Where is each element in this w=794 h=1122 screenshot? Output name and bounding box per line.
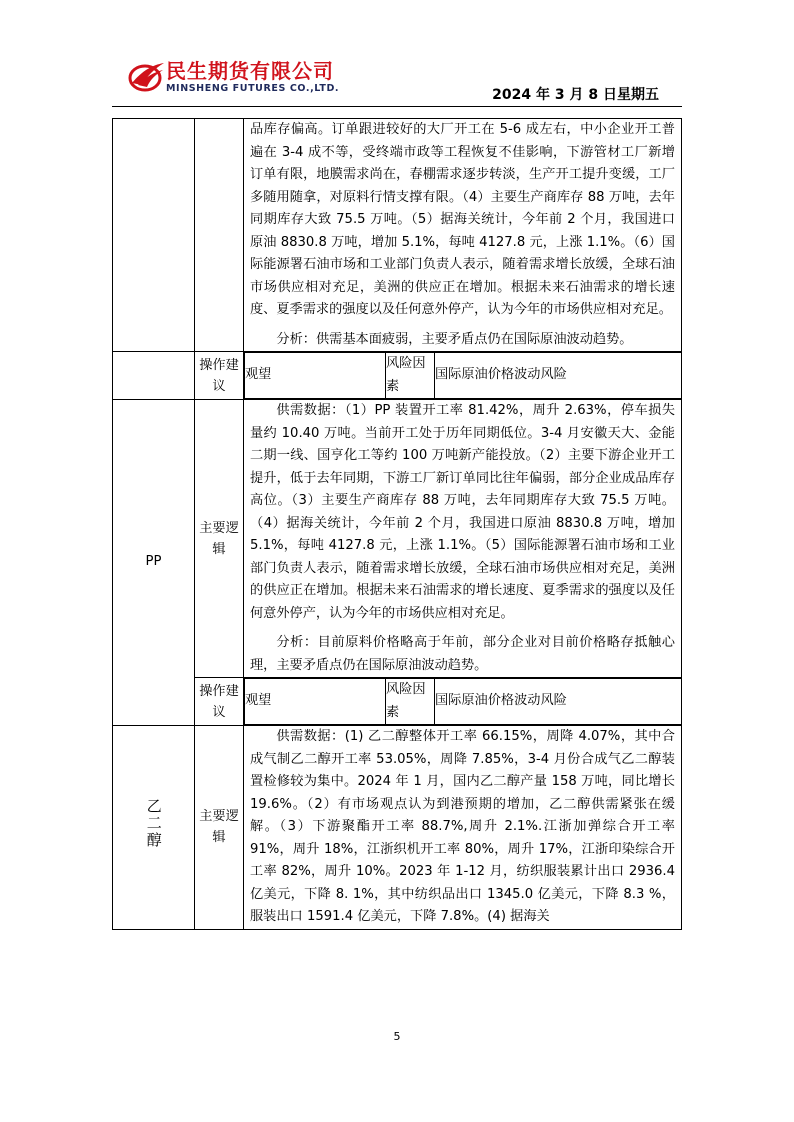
table-row (113, 352, 682, 400)
table-row (113, 678, 682, 726)
commodity-table (112, 118, 682, 930)
risk-label: 风险因素 (386, 679, 435, 725)
logic-label: 主要逻辑 (195, 400, 244, 678)
operation-risk-cell (244, 352, 682, 400)
header-divider (112, 106, 682, 107)
table-row (113, 400, 682, 678)
risk-value: 国际原油价格波动风险 (435, 353, 682, 399)
company-name-cn: 民生期货有限公司 (166, 59, 334, 83)
operation-value: 观望 (245, 679, 386, 725)
operation-label: 操作建议 (195, 352, 244, 400)
supply-demand-text: 供需数据：(1) 乙二醇整体开工率 66.15%，周降 4.07%，其中合成气制乙二醇开工率 53.05%，周降 7.85%，3-4 月份合成气乙二醇装置检修较为集中。2024 年 1 月，国内乙二醇产量 158 万吨，同比增长 19.6%。（2）有市场观点认为到港预期的增加，乙二醇供需紧张在缓解。（3）下游聚酯开工率 88.7%,周升 2.1%.江浙加弹综合开工率 91%，周升 18%，江浙织机开工率 80%，周升 17%，江浙印染综合开工率 82%，周升 10%。2023 年 1-12 月，纺织服装累计出口 2936.4 亿美元，下降 8. 1%，其中纺织品出口 1345.0 亿美元，下降 8.3 %，服装出口 1591.4 亿美元，下降 7.8%。(4) 据海关 (250, 729, 675, 924)
logic-label-cell-empty (195, 119, 244, 352)
logic-content (244, 726, 682, 930)
table-row (113, 726, 682, 930)
operation-risk-cell (244, 678, 682, 726)
operation-value: 观望 (245, 353, 386, 399)
page-number: 5 (393, 1030, 401, 1043)
operation-label: 操作建议 (195, 678, 244, 726)
analysis-text: 分析：目前原料价格略高于年前，部分企业对目前价格略存抵触心理，主要矛盾点仍在国际原油波动趋势。 (250, 635, 675, 673)
supply-demand-text: 供需数据：（1）PP 装置开工率 81.42%，周升 2.63%，停车损失量约 10.40 万吨。当前开工处于历年同期低位。3-4 月安徽天大、金能二期一线、国亨化工等约 100 万吨新产能投放。（2）主要下游企业开工提升，低于去年同期，下游工厂新订单同比往年偏弱，部分企业成品库存高位。（3）主要生产商库存 88 万吨，去年同期库存大致 75.5 万吨。（4）据海关统计，今年前 2 个月，我国进口原油 8830.8 万吨，增加 5.1%，每吨 4127.8 元，上涨 1.1%。（5）国际能源署石油市场和工业部门负责人表示，随着需求增长放缓，全球石油市场供应相对充足，美洲的供应正在增加。根据未来石油需求的增长速度、夏季需求的强度以及任何意外停产，认为今年的市场供应相对充足。 (250, 403, 675, 621)
company-name-en: MINSHENG FUTURES CO.,LTD. (166, 83, 340, 94)
product-name-eg: 乙二醇 (113, 726, 195, 930)
company-logo (128, 55, 368, 101)
analysis-text: 分析：供需基本面疲弱，主要矛盾点仍在国际原油波动趋势。 (276, 331, 633, 347)
logic-content (244, 119, 682, 352)
table-row (113, 119, 682, 352)
minsheng-logo-icon (128, 59, 166, 93)
logic-content (244, 400, 682, 678)
supply-demand-text: 品库存偏高。订单跟进较好的大厂开工在 5-6 成左右，中小企业开工普遍在 3-4 成不等，受终端市政等工程恢复不佳影响，下游管材工厂新增订单有限，地膜需求尚在，春棚需求逐步转淡，生产开工提升变缓，工厂多随用随拿，对原料行情支撑有限。（4）主要生产商库存 88 万吨，去年同期库存大致 75.5 万吨。（5）据海关统计，今年前 2 个月，我国进口原油 8830.8 万吨，增加 5.1%，每吨 4127.8 元，上涨 1.1%。（6）国际能源署石油市场和工业部门负责人表示，随着需求增长放缓，全球石油市场供应相对充足，美洲的供应正在增加。根据未来石油需求的增长速度、夏季需求的强度以及任何意外停产，认为今年的市场供应相对充足。 (250, 122, 675, 317)
risk-label: 风险因素 (386, 353, 435, 399)
risk-value: 国际原油价格波动风险 (435, 679, 682, 725)
product-cell-empty (113, 352, 195, 400)
product-name-pp: PP (113, 400, 195, 726)
logic-label: 主要逻辑 (195, 726, 244, 930)
product-cell-empty (113, 119, 195, 352)
report-date: 2024 年 3 月 8 日星期五 (492, 87, 659, 103)
